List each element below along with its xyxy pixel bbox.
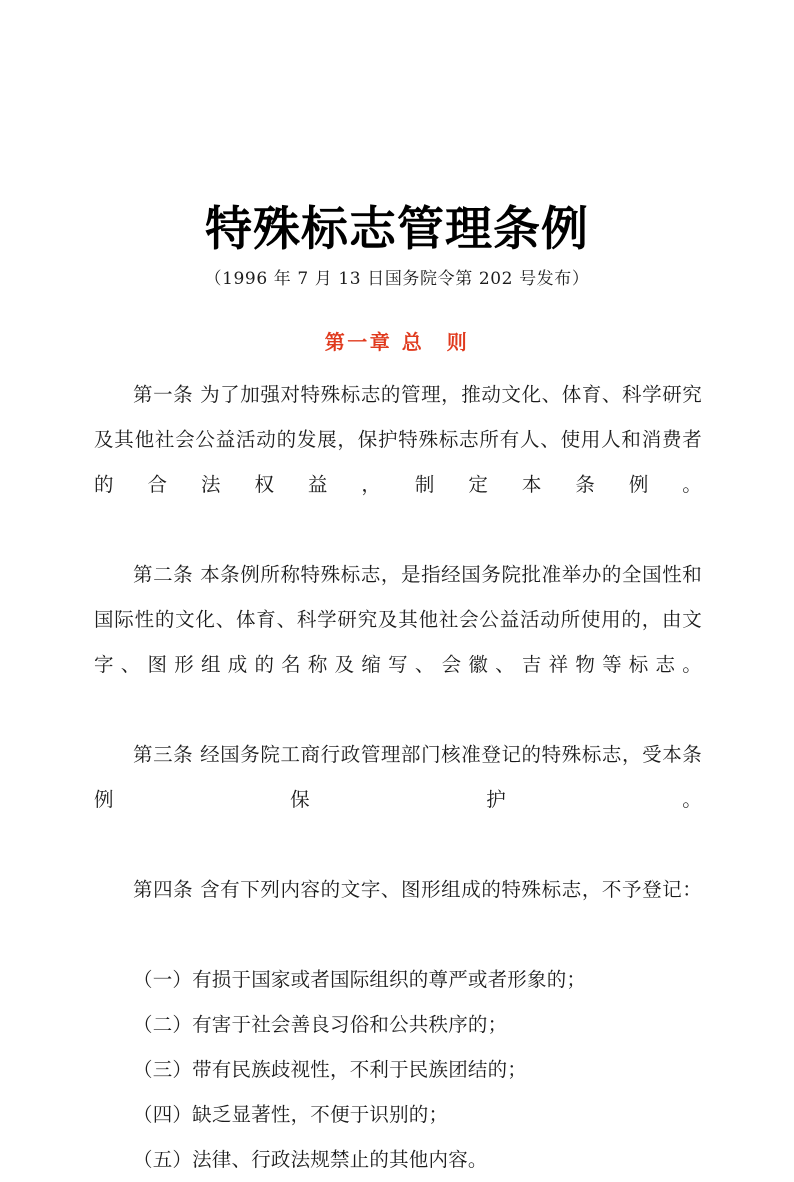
list-item: （三）带有民族歧视性，不利于民族团结的； [133, 1058, 528, 1081]
list-item: （一）有损于国家或者国际组织的尊严或者形象的； [133, 968, 587, 991]
page-title: 特殊标志管理条例 [205, 202, 589, 258]
chapter-heading: 第一章 总 则 [324, 330, 470, 354]
article-paragraph: 第一条 为了加强对特殊标志的管理，推动文化、体育、科学研究及其他社会公益活动的发展，保护特殊标志所有人、使用人和消费者的合法权益，制定本条例。 [94, 383, 702, 496]
promulgation-line: （1996 年 7 月 13 日国务院令第 202 号发布） [204, 269, 590, 289]
article-paragraph: 第四条 含有下列内容的文字、图形组成的特殊标志，不予登记： [133, 878, 702, 901]
list-item: （五）法律、行政法规禁止的其他内容。 [133, 1148, 488, 1171]
list-item: （四）缺乏显著性，不便于识别的； [133, 1103, 449, 1126]
article-paragraph: 第三条 经国务院工商行政管理部门核准登记的特殊标志，受本条例保护。 [94, 743, 702, 811]
article-paragraph: 第二条 本条例所称特殊标志，是指经国务院批准举办的全国性和国际性的文化、体育、科学研究及其他社会公益活动所使用的，由文字、图形组成的名称及缩写、会徽、吉祥物等标志。 [94, 563, 702, 676]
document-body [94, 372, 702, 1182]
list-item: （二）有害于社会善良习俗和公共秩序的； [133, 1013, 508, 1036]
